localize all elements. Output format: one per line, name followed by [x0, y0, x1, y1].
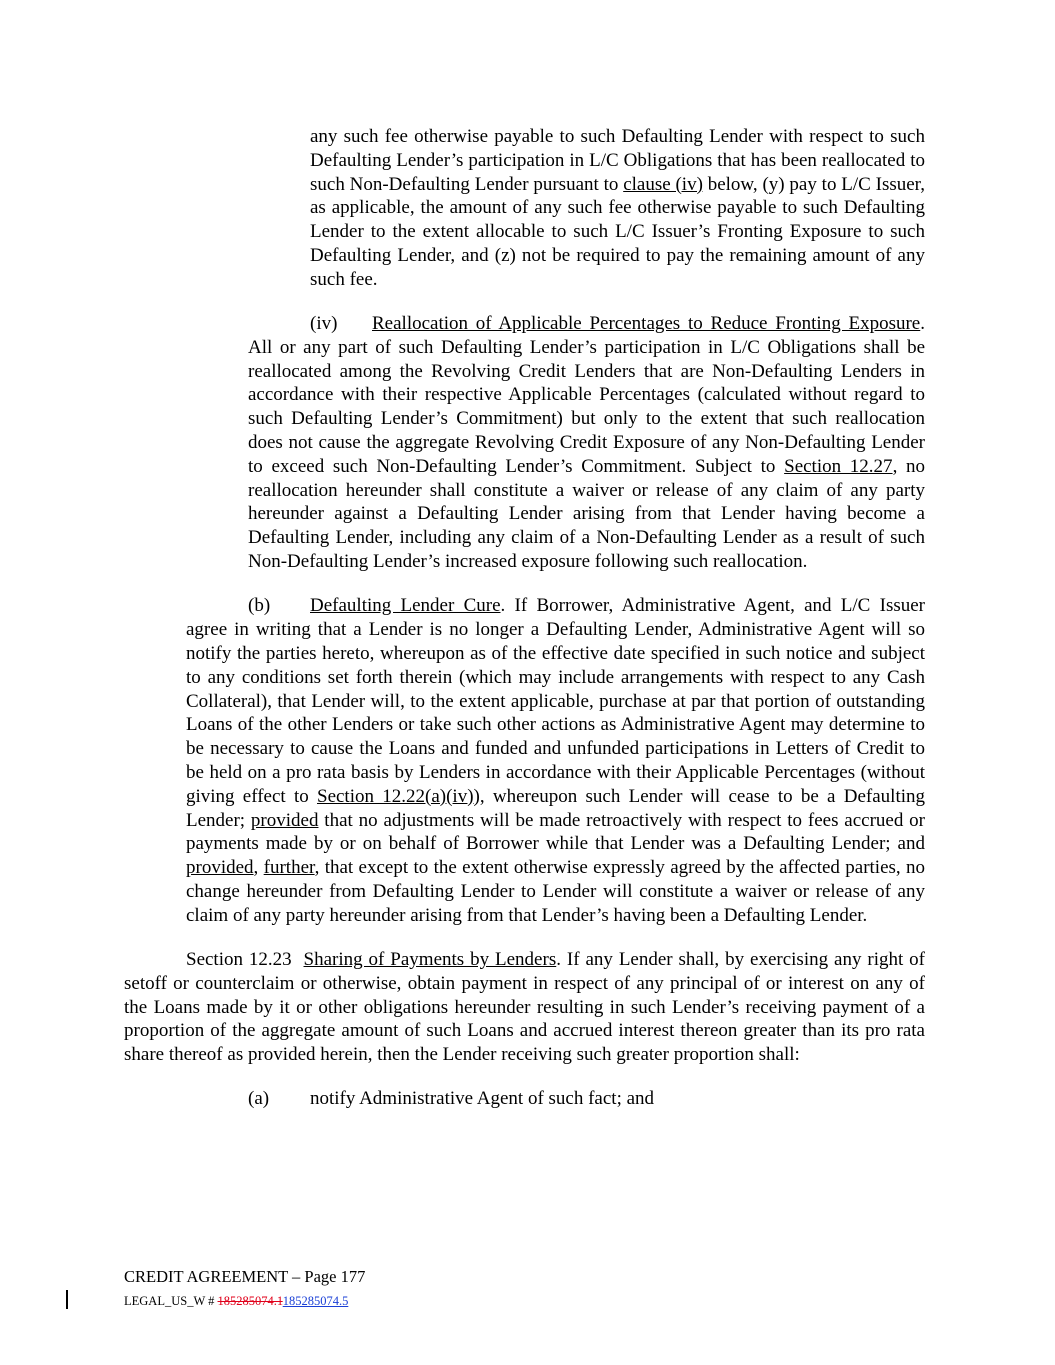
text-run: , no reallocation hereunder shall constitute a waiver or release of any claim of any party hereunder against a Defaulting Lender arising from that Lender having become a Defaulting Lender, including any claim of a Non-Defaulting Lender as a result of such Non-Defaulting Lender’s increased exposure following such reallocation.	[248, 455, 925, 573]
text-run: below, (y) pay to L/C Issuer, as applicable, the amount of any such fee otherwise payable to such Defaulting Lender to the extent allocable to such L/C Issuer’s Fronting Exposure to such Defaulting Lender, and (z) not be required to pay the remaining amount of any such fee.	[310, 173, 925, 290]
doc-id-deleted: 185285074.1	[217, 1294, 283, 1308]
text-run: . If any Lender shall, by exercising any right of setoff or counterclaim or otherwise, obtain payment in respect of any principal of or interest on any of the Loans made by it or other obligations hereunder resulting in such Lender’s receiving payment of a proportion of the aggregate amount of such Loans and accrued interest thereon greater than its pro rata share thereof as provided herein, then the Lender receiving such greater proportion shall:	[124, 949, 926, 1066]
emphasis-term: provided	[186, 857, 254, 879]
doc-id-inserted: 185285074.5	[282, 1294, 349, 1308]
section-number: Section 12.23	[186, 949, 292, 970]
clause-number: (iv)	[310, 313, 338, 335]
clause-heading: Defaulting Lender Cure	[310, 595, 501, 617]
paragraph-notify-clause	[186, 1087, 925, 1111]
emphasis-term: further	[263, 857, 315, 879]
cross-reference: Section 12.22(a)(iv)	[317, 785, 474, 807]
text-run: ), whereupon such Lender will cease to be a Defaulting Lender;	[186, 785, 925, 831]
text-run: notify Administrative Agent of such fact; and	[310, 1088, 655, 1110]
document-body	[124, 125, 925, 1111]
emphasis-term: provided	[250, 809, 319, 831]
paragraph-section-12-23	[124, 948, 925, 1067]
text-run: . All or any part of such Defaulting Lender’s participation in L/C Obligations shall be reallocated among the Revolving Credit Lenders that are Non-Defaulting Lenders in accordance with their respective Applicable Percentages (calculated without regard to such Defaulting Lender’s Commitment) but only to the extent that such reallocation does not cause the aggregate Revolving Credit Exposure of any Non-Defaulting Lender to exceed such Non-Defaulting Lender’s Commitment. Subject to	[248, 313, 925, 477]
text-run: , that except to the extent otherwise expressly agreed by the affected parties, no change hereunder from Defaulting Lender to Lender will constitute a waiver or release of any claim of any party hereunder arising from that Lender’s having been a Defaulting Lender.	[186, 857, 926, 926]
footer-page-title: CREDIT AGREEMENT – Page 177	[124, 1267, 366, 1286]
text-run: any such fee otherwise payable to such Defaulting Lender with respect to such Defaulting Lender’s participation in L/C Obligations that has been reallocated to such Non-Defaulting Lender pursuant to	[310, 126, 925, 195]
text-run: . If Borrower, Administrative Agent, and L/C Issuer agree in writing that a Lender is no longer a Defaulting Lender, Administrative Agent will so notify the parties hereto, whereupon as of the effective date specified in such notice and subject to any conditions set forth therein (which may include arrangements with respect to any Cash Collateral), that Lender will, to the extent applicable, purchase at par that portion of outstanding Loans of the other Lenders or take such other actions as Administrative Agent may determine to be necessary to cause the Loans and funded and unfunded participations in Letters of Credit to be held on a pro rata basis by Lenders in accordance with their Applicable Percentages (without giving effect to	[186, 595, 925, 807]
text-run: that no adjustments will be made retroactively with respect to fees accrued or payments made by or on behalf of Borrower while that Lender was a Defaulting Lender; and	[186, 809, 926, 855]
doc-id-prefix: LEGAL_US_W #	[124, 1294, 218, 1308]
paragraph-fee-continuation	[310, 125, 925, 292]
paragraph-reallocation	[248, 312, 925, 574]
cross-reference: Section 12.27	[784, 455, 893, 477]
revision-change-bar	[66, 1290, 68, 1309]
cross-reference: clause (iv)	[623, 173, 703, 195]
section-heading: Sharing of Payments by Lenders	[303, 949, 557, 970]
clause-heading: Reallocation of Applicable Percentages to Reduce Fronting Exposure	[372, 313, 921, 335]
text-run: ,	[253, 857, 264, 879]
footer-document-id	[124, 1293, 348, 1309]
clause-number: (a)	[248, 1088, 270, 1110]
clause-number: (b)	[248, 595, 271, 617]
paragraph-defaulting-lender-cure	[186, 594, 925, 927]
